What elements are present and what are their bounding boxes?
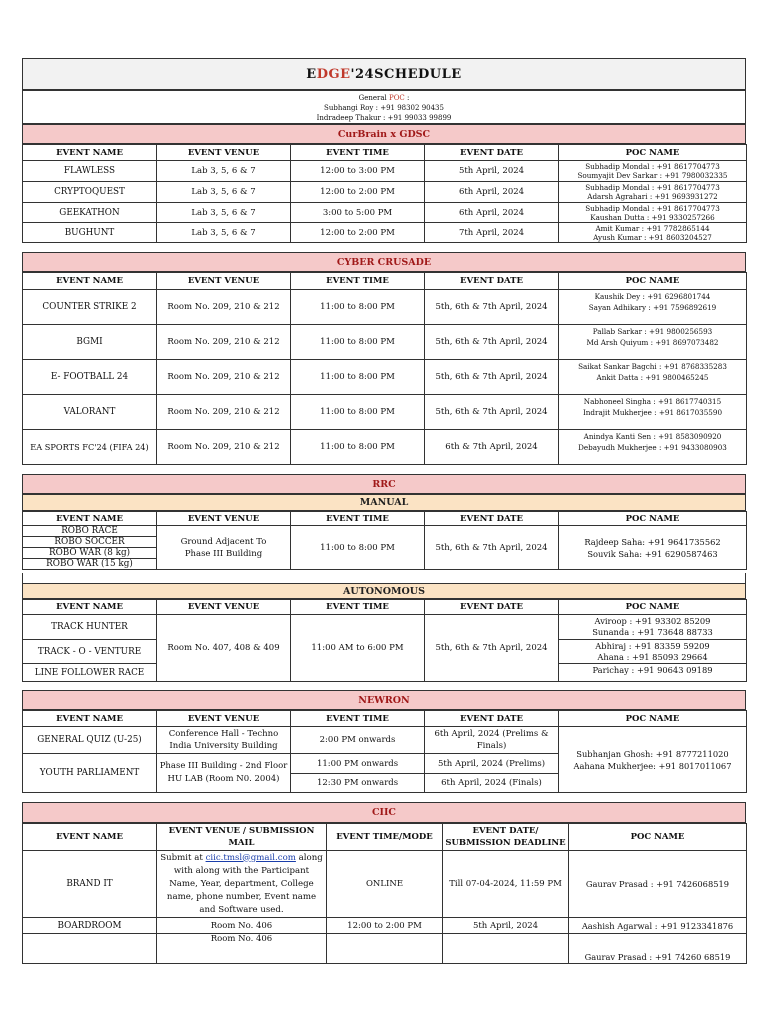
- general-line-2: Indradeep Thakur : +91 99033 99899: [316, 114, 452, 122]
- event-date: 6th & 7th April, 2024: [425, 430, 559, 465]
- event-name: GEEKATHON: [23, 203, 157, 223]
- event-venue: Lab 3, 5, 6 & 7: [157, 182, 291, 203]
- event-name: [23, 934, 157, 964]
- poc-1: Nabhoneel Singha : +91 8617740315: [583, 397, 722, 406]
- poc-cell: [559, 526, 747, 570]
- poc-1: Subhadip Mondal : +91 8617704773: [585, 162, 720, 171]
- col-event-time: EVENT TIME: [291, 512, 425, 526]
- event-date: 6th April, 2024: [425, 182, 559, 203]
- poc-cell: [559, 182, 747, 203]
- poc-1: Subhadip Mondal : +91 8617704773: [585, 183, 720, 192]
- col-event-date: EVENT DATE: [425, 512, 559, 526]
- col-event-venue: EVENT VENUE: [157, 273, 291, 290]
- event-date: 5th, 6th & 7th April, 2024: [425, 290, 559, 325]
- poc-cell: [559, 615, 747, 640]
- col-date-deadline: EVENT DATE/ SUBMISSION DEADLINE: [443, 824, 569, 851]
- col-event-time: EVENT TIME: [291, 600, 425, 615]
- event-name: TRACK HUNTER: [23, 615, 157, 640]
- event-venue: Room No. 407, 408 & 409: [157, 615, 291, 682]
- poc-cell: [559, 203, 747, 223]
- poc-2: Kaushan Dutta : +91 9330257266: [590, 212, 715, 222]
- poc-1: Kaushik Dey : +91 6296801744: [594, 292, 711, 301]
- poc-1: Anindya Kanti Sen : +91 8583090920: [583, 432, 722, 441]
- event-time: 12:00 to 2:00 PM: [291, 223, 425, 243]
- event-name: FLAWLESS: [23, 161, 157, 182]
- poc-2: Debayudh Mukherjee : +91 9433080903: [578, 443, 727, 452]
- title-red: DGE: [316, 66, 351, 82]
- event-date: 5th, 6th & 7th April, 2024: [425, 615, 559, 682]
- event-mode: ONLINE: [327, 851, 443, 918]
- col-event-name: EVENT NAME: [23, 273, 157, 290]
- email-link[interactable]: ciic.tmsl@gmail.com: [205, 852, 296, 863]
- table-row: [23, 360, 747, 395]
- col-event-venue: EVENT VENUE: [157, 145, 291, 161]
- poc-2: Sayan Adhikary : +91 7596892619: [588, 303, 717, 312]
- event-time: 2:00 PM onwards: [291, 727, 425, 754]
- poc-cell: [559, 161, 747, 182]
- event-venue: Lab 3, 5, 6 & 7: [157, 203, 291, 223]
- submission-deadline: Till 07-04-2024, 11:59 PM: [443, 851, 569, 918]
- table-row: [23, 851, 747, 918]
- submission-info: [157, 851, 327, 918]
- event-date: 5th, 6th & 7th April, 2024: [425, 360, 559, 395]
- poc-2: Indrajit Mukherjee : +91 8617035590: [582, 408, 723, 417]
- general-label: General: [358, 94, 389, 102]
- event-name: TRACK - O - VENTURE: [23, 640, 157, 664]
- event-name: BRAND IT: [23, 851, 157, 918]
- event-date: 7th April, 2024: [425, 223, 559, 243]
- col-event-date: EVENT DATE: [425, 145, 559, 161]
- col-venue-mail: EVENT VENUE / SUBMISSION MAIL: [157, 824, 327, 851]
- event-date: 6th April, 2024 (Prelims & Finals): [425, 727, 559, 754]
- poc-cell: [559, 664, 747, 682]
- event-time: 11:00 to 8:00 PM: [291, 526, 425, 570]
- rrc-manual-title: MANUAL: [22, 494, 746, 511]
- event-venue: Room No. 209, 210 & 212: [157, 360, 291, 395]
- poc-1: Abhiraj : +91 83359 59209: [595, 641, 710, 651]
- col-poc-name: POC NAME: [559, 711, 747, 727]
- event-venue: Room No. 209, 210 & 212: [157, 325, 291, 360]
- event-time: 11:00 to 8:00 PM: [291, 395, 425, 430]
- event-time: 12:00 to 2:00 PM: [327, 918, 443, 934]
- ciic-clip: [22, 823, 746, 962]
- section-newron-title: NEWRON: [22, 690, 746, 710]
- col-event-date: EVENT DATE: [425, 600, 559, 615]
- event-date: [443, 934, 569, 964]
- table-row: [23, 325, 747, 360]
- event-venue: Room No. 209, 210 & 212: [157, 290, 291, 325]
- schedule-title: [22, 58, 746, 90]
- poc-cell: [559, 395, 747, 430]
- event-time: 11:00 to 8:00 PM: [291, 325, 425, 360]
- rrc-spacer: [22, 573, 746, 583]
- poc-1: Rajdeep Saha: +91 9641735562: [584, 536, 721, 547]
- event-time: 11:00 to 8:00 PM: [291, 360, 425, 395]
- col-event-venue: EVENT VENUE: [157, 512, 291, 526]
- table-row: [23, 290, 747, 325]
- title-prefix: E: [306, 66, 317, 82]
- poc-1: Amit Kumar : +91 7782865144: [595, 223, 710, 233]
- poc-1: Parichay : +91 90643 09189: [592, 665, 713, 675]
- section-cyber-title: CYBER CRUSADE: [22, 252, 746, 272]
- poc-cell: [559, 360, 747, 395]
- col-event-name: EVENT NAME: [23, 145, 157, 161]
- event-time: 11:00 PM onwards: [291, 754, 425, 774]
- event-name: ROBO WAR (8 kg): [23, 548, 157, 559]
- poc-cell: [559, 430, 747, 465]
- poc-2: Aahana Mukherjee: +91 8017011067: [573, 760, 732, 771]
- poc-1: Pallab Sarkar : +91 9800256593: [592, 327, 713, 336]
- event-venue: Ground Adjacent To Phase III Building: [157, 526, 291, 570]
- table-row: [23, 526, 747, 537]
- poc-1: Aviroop : +91 93302 85209: [594, 616, 711, 626]
- submit-rest: along with along with the Participant Name, Year, department, College name, phone number, Event name and Software used.: [166, 852, 323, 915]
- col-poc-name: POC NAME: [559, 512, 747, 526]
- rrc-autonomous-table: [22, 599, 747, 682]
- event-name: ROBO WAR (15 kg): [23, 559, 157, 570]
- col-time-mode: EVENT TIME/MODE: [327, 824, 443, 851]
- event-time: 11:00 to 8:00 PM: [291, 290, 425, 325]
- table-row: [23, 161, 747, 182]
- poc-1: Subhadip Mondal : +91 8617704773: [585, 203, 720, 213]
- event-date: 5th, 6th & 7th April, 2024: [425, 325, 559, 360]
- poc-2: Md Arsh Quiyum : +91 8697073482: [586, 338, 719, 347]
- event-venue: Conference Hall - Techno India University Building: [157, 727, 291, 754]
- poc-cell: Gaurav Prasad : +91 7426068519: [569, 851, 747, 918]
- poc-2: Ahana : +91 85093 29664: [597, 652, 708, 662]
- col-event-name: EVENT NAME: [23, 824, 157, 851]
- general-label-after: :: [404, 94, 410, 102]
- table-row: [23, 727, 747, 754]
- poc-cell: [559, 223, 747, 243]
- col-event-date: EVENT DATE: [425, 273, 559, 290]
- col-event-time: EVENT TIME: [291, 711, 425, 727]
- event-venue: Room No. 209, 210 & 212: [157, 430, 291, 465]
- event-name: ROBO RACE: [23, 526, 157, 537]
- cyber-table: [22, 272, 747, 465]
- poc-cell: [559, 640, 747, 664]
- col-event-time: EVENT TIME: [291, 145, 425, 161]
- event-venue: Lab 3, 5, 6 & 7: [157, 223, 291, 243]
- poc-1: Saikat Sankar Bagchi : +91 8768335283: [578, 362, 727, 371]
- table-row: [23, 615, 747, 640]
- poc-cell: [559, 727, 747, 793]
- event-time: [327, 934, 443, 964]
- col-event-venue: EVENT VENUE: [157, 600, 291, 615]
- event-time: 11:00 to 8:00 PM: [291, 430, 425, 465]
- table-row: [23, 934, 747, 964]
- poc-2: Adarsh Agrahari : +91 9693931272: [587, 192, 718, 201]
- event-time: 12:30 PM onwards: [291, 774, 425, 793]
- rrc-manual-table: [22, 511, 747, 570]
- event-time: 3:00 to 5:00 PM: [291, 203, 425, 223]
- title-quote: '24: [350, 66, 375, 82]
- event-time: 11:00 AM to 6:00 PM: [291, 615, 425, 682]
- section-rrc-title: RRC: [22, 474, 746, 494]
- poc-cell: [559, 290, 747, 325]
- col-event-venue: EVENT VENUE: [157, 711, 291, 727]
- submit-prefix: Submit at: [160, 852, 206, 863]
- event-name: GENERAL QUIZ (U-25): [23, 727, 157, 754]
- poc-cell: Aashish Agarwal : +91 9123341876: [569, 918, 747, 934]
- general-label-red: POC: [388, 94, 405, 102]
- event-name: BGMI: [23, 325, 157, 360]
- curbrain-table: [22, 144, 747, 243]
- table-row: [23, 430, 747, 465]
- table-row: [23, 203, 747, 223]
- col-poc-name: POC NAME: [559, 145, 747, 161]
- table-row: [23, 223, 747, 243]
- col-event-name: EVENT NAME: [23, 512, 157, 526]
- event-time: 12:00 to 2:00 PM: [291, 182, 425, 203]
- col-poc-name: POC NAME: [559, 273, 747, 290]
- event-name: E- FOOTBALL 24: [23, 360, 157, 395]
- section-ciic-title: CIIC: [22, 802, 746, 823]
- event-date: 5th April, 2024: [425, 161, 559, 182]
- poc-cell: [559, 325, 747, 360]
- event-venue: Room No. 406: [157, 934, 327, 964]
- event-date: 5th, 6th & 7th April, 2024: [425, 395, 559, 430]
- event-name: LINE FOLLOWER RACE: [23, 664, 157, 682]
- poc-2: Sunanda : +91 73648 88733: [592, 627, 713, 637]
- poc-2: Souvik Saha: +91 6290587463: [587, 548, 718, 559]
- event-venue: Phase III Building - 2nd Floor HU LAB (Room N0. 2004): [157, 754, 291, 793]
- event-time: 12:00 to 3:00 PM: [291, 161, 425, 182]
- ciic-table: [22, 823, 747, 964]
- event-date: 5th, 6th & 7th April, 2024: [425, 526, 559, 570]
- event-date: 6th April, 2024: [425, 203, 559, 223]
- event-name: VALORANT: [23, 395, 157, 430]
- event-date: 6th April, 2024 (Finals): [425, 774, 559, 793]
- event-name: ROBO SOCCER: [23, 537, 157, 548]
- rrc-autonomous-title: AUTONOMOUS: [22, 583, 746, 599]
- table-row: [23, 918, 747, 934]
- event-name: BUGHUNT: [23, 223, 157, 243]
- col-event-name: EVENT NAME: [23, 711, 157, 727]
- section-curbrain-title: CurBrain x GDSC: [22, 124, 746, 144]
- event-venue: Lab 3, 5, 6 & 7: [157, 161, 291, 182]
- poc-2: Ayush Kumar : +91 8603204527: [593, 232, 712, 242]
- table-row: [23, 395, 747, 430]
- event-name: BOARDROOM: [23, 918, 157, 934]
- poc-1: Subhanjan Ghosh: +91 8777211020: [576, 748, 729, 759]
- event-venue: Room No. 406: [157, 918, 327, 934]
- poc-2: Ankit Datta : +91 9800465245: [596, 373, 709, 382]
- event-venue: Room No. 209, 210 & 212: [157, 395, 291, 430]
- col-event-name: EVENT NAME: [23, 600, 157, 615]
- col-poc-name: POC NAME: [559, 600, 747, 615]
- event-name: YOUTH PARLIAMENT: [23, 754, 157, 793]
- general-line-1: Subhangi Roy : +91 98302 90435: [324, 104, 444, 112]
- event-date: 5th April, 2024 (Prelims): [425, 754, 559, 774]
- col-poc-name: POC NAME: [569, 824, 747, 851]
- event-date: 5th April, 2024: [443, 918, 569, 934]
- poc-2: Soumyajit Dev Sarkar : +91 7980032335: [577, 171, 728, 180]
- table-row: [23, 182, 747, 203]
- event-name: COUNTER STRIKE 2: [23, 290, 157, 325]
- newron-table: [22, 710, 747, 793]
- general-poc: [22, 90, 746, 124]
- event-name: EA SPORTS FC'24 (FIFA 24): [23, 430, 157, 465]
- col-event-time: EVENT TIME: [291, 273, 425, 290]
- poc-cell: Gaurav Prasad : +91 74260 68519: [569, 934, 747, 964]
- col-event-date: EVENT DATE: [425, 711, 559, 727]
- event-name: CRYPTOQUEST: [23, 182, 157, 203]
- title-rest: SCHEDULE: [374, 66, 462, 82]
